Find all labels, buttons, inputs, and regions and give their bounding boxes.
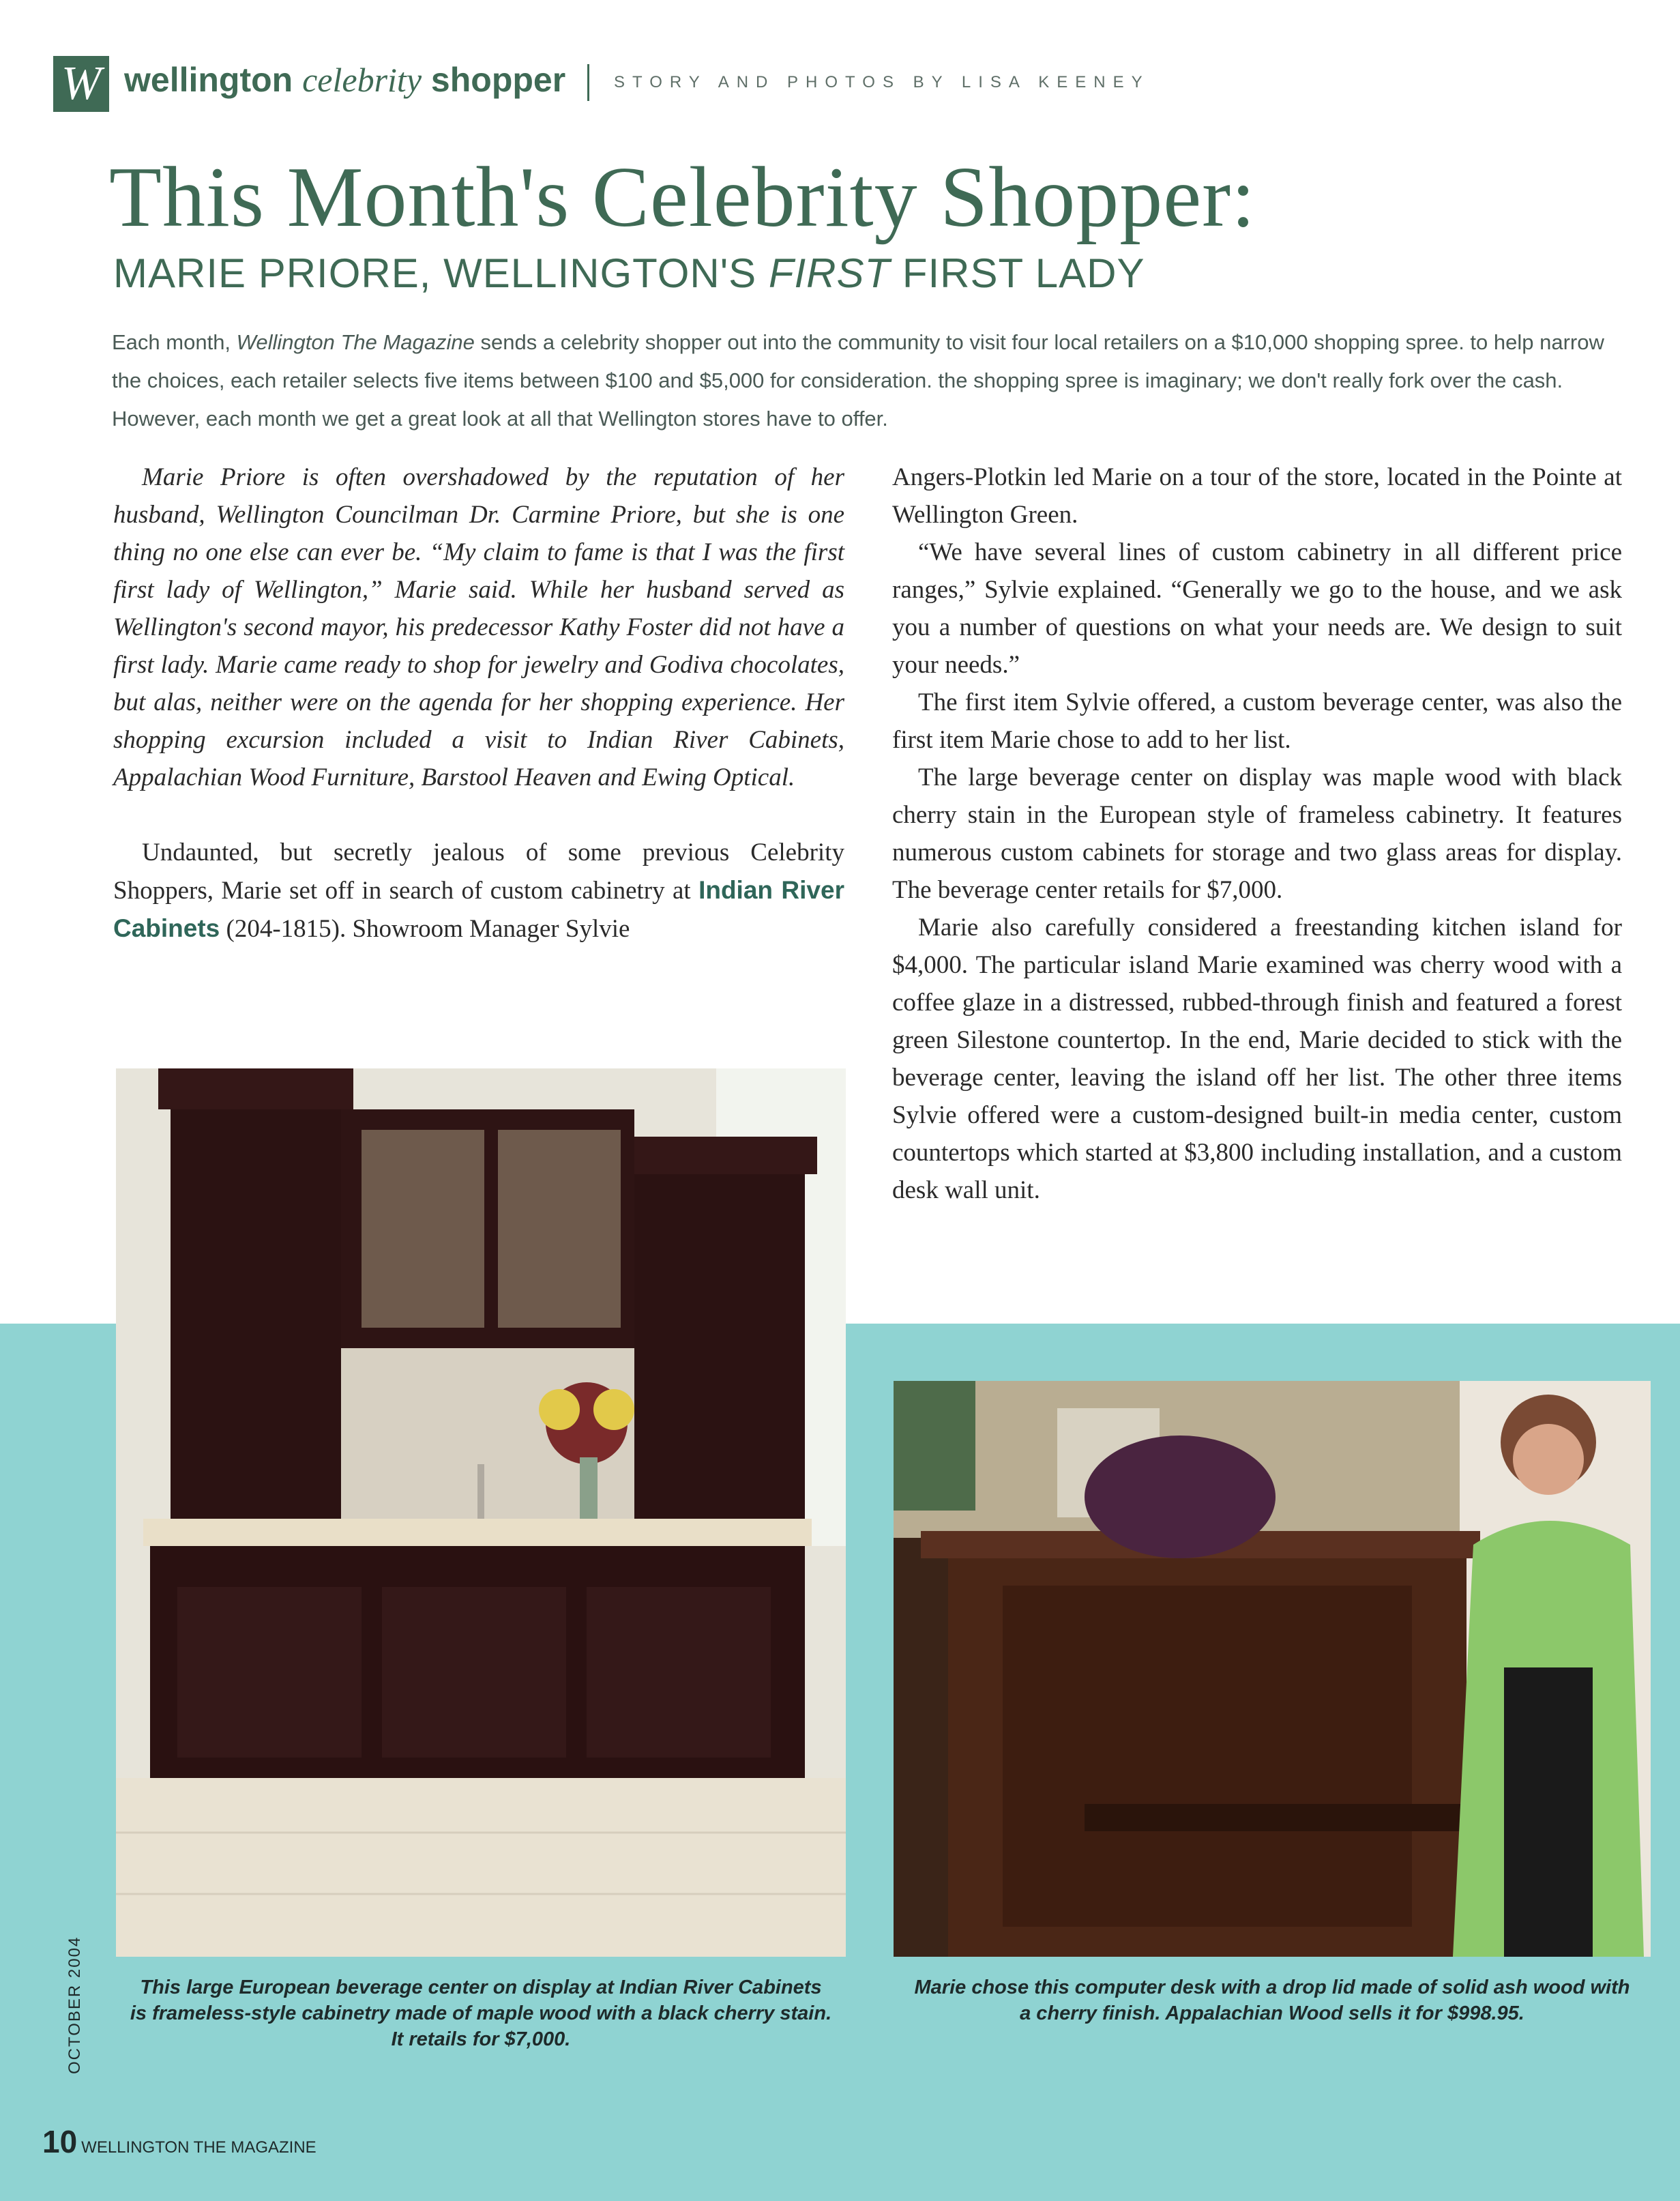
lead-paragraph: Marie Priore is often overshadowed by the reputation of her husband, Wellington Councilman Dr. Carmine Priore, but she is one thing no one else can ever be. “My claim to fame is that I was the first first lady of Wellington,” Marie said. While her husband served as Wellington's second mayor, his predecessor Kathy Foster did not have a first lady. Marie came ready to shop for jewelry and Godiva chocolates, but alas, neither were on the agenda for her shopping experience. Her shopping excursion included a visit to Indian River Cabinets, Appalachian Wood Furniture, Barstool Heaven and Ewing Optical. — [113, 463, 844, 791]
photo-caption-beverage-center: This large European beverage center on display at Indian River Cabinets is frameless-style cabinetry made of maple wood with a black cherry stain. It retails for $7,000. — [130, 1977, 832, 2050]
intro-paragraph — [112, 323, 1626, 438]
body-paragraph: Angers-Plotkin led Marie on a tour of the store, located in the Pointe at Wellington Green. — [892, 463, 1622, 529]
page-footer — [42, 2123, 316, 2160]
store-name-indian-river: Indian River Cabinets — [113, 876, 844, 942]
intro-text-b: sends a celebrity shopper out into the community to visit four local retailers on a $10,000 shopping spree. to help narrow the choices, each retailer selects five items between $100 and $5,000 for consideration. the shopping spree is imaginary; we don't really fork over the cash. However, each month we get a great look at all that Wellington stores have to offer. — [112, 330, 1604, 431]
body-paragraph: Marie also carefully considered a freestanding kitchen island for $4,000. The particular island Marie examined was cherry wood with a coffee glaze in a distressed, rubbed-through finish and featured a forest green Silestone countertop. In the end, Marie decided to stick with the beverage center, leaving the island off her list. The other three items Sylvie offered were a custom-designed built-in media center, custom countertops which started at $3,800 including installation, and a custom desk wall unit. — [892, 914, 1622, 1204]
page-subtitle — [113, 250, 1145, 297]
body-paragraph: The large beverage center on display was maple wood with black cherry stain in the European style of frameless cabinetry. It features numerous custom cabinets for storage and two glass areas for display. The beverage center retails for $7,000. — [892, 763, 1622, 904]
intro-text-a: Each month, — [112, 330, 237, 354]
beverage-center-photo — [116, 1068, 846, 1957]
computer-desk-photo — [894, 1381, 1651, 1957]
body-paragraph — [113, 834, 844, 948]
page-title: This Month's Celebrity Shopper: — [109, 150, 1256, 245]
magazine-name: WELLINGTON THE MAGAZINE — [81, 2138, 316, 2157]
left-column — [113, 458, 844, 948]
body-text: Undaunted, but secretly jealous of some previous Celebrity Shoppers, Marie set off in search of custom cabinetry at — [113, 839, 844, 905]
wellington-logo-icon: W — [53, 56, 109, 112]
body-paragraph: The first item Sylvie offered, a custom beverage center, was also the first item Marie chose to add to her list. — [892, 688, 1622, 754]
header-divider — [587, 64, 589, 101]
intro-magazine-name: Wellington The Magazine — [236, 330, 475, 354]
subtitle-post: FIRST LADY — [890, 250, 1145, 296]
right-column — [892, 458, 1622, 1209]
section-word-celebrity: celebrity — [302, 61, 422, 99]
byline: STORY AND PHOTOS BY LISA KEENEY — [613, 72, 1150, 91]
section-header — [124, 60, 1150, 101]
subtitle-emphasis: FIRST — [768, 250, 891, 296]
body-text: (204-1815). Showroom Manager Sylvie — [220, 915, 630, 943]
section-word-shopper: shopper — [430, 61, 566, 99]
photo-caption-computer-desk: Marie chose this computer desk with a drop lid made of solid ash wood with a cherry finish. Appalachian Wood sells it for $998.95. — [914, 1977, 1630, 2024]
section-word-wellington: wellington — [124, 61, 293, 99]
issue-date: OCTOBER 2004 — [65, 1936, 84, 2074]
subtitle-pre: MARIE PRIORE, WELLINGTON'S — [113, 250, 769, 296]
body-paragraph: “We have several lines of custom cabinetry in all different price ranges,” Sylvie explained. “Generally we go to the house, and we ask you a number of questions on what your needs are. We design to suit your needs.” — [892, 538, 1622, 679]
page-number: 10 — [42, 2124, 78, 2159]
